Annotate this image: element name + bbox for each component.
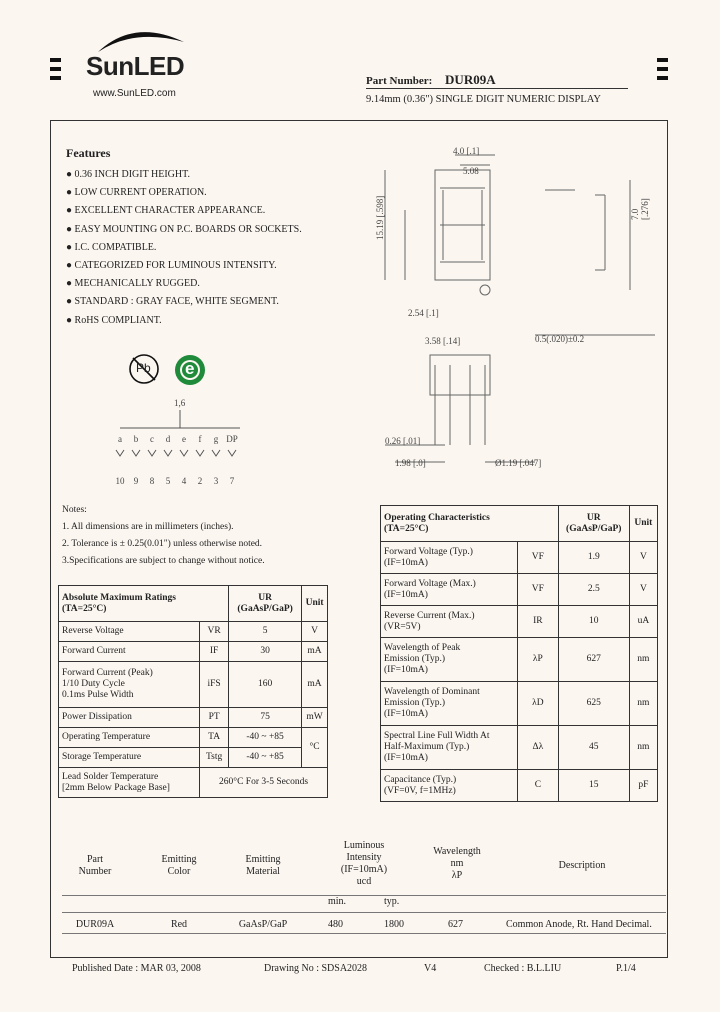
- pin-labels: [112, 476, 262, 486]
- value: -40 ~ +85: [229, 748, 302, 768]
- op-char-cond: (TA=25°C): [384, 523, 429, 534]
- pb-text: Pb: [136, 361, 151, 375]
- solder-param: Lead Solder Temperature [2mm Below Package Base]: [59, 768, 200, 798]
- pb-free-badge: [128, 353, 160, 385]
- symbol: PT: [200, 708, 229, 728]
- feature-item: ● STANDARD : GRAY FACE, WHITE SEGMENT.: [66, 296, 279, 308]
- rohs-e-text: e: [185, 359, 195, 378]
- op-char-table: [380, 505, 658, 802]
- symbol: VF: [518, 574, 559, 606]
- sel-header-desc: Description: [558, 860, 606, 871]
- dim-label: 7.0 [.276]: [630, 198, 650, 220]
- sel-row-part: DUR09A: [75, 919, 115, 930]
- sel-header-wavelength: Wavelength nm λP: [433, 846, 481, 881]
- abs-max-cond: (TA=25°C): [62, 603, 107, 614]
- sel-row-material: GaAsP/GaP: [238, 919, 288, 930]
- param: Capacitance (Typ.) (VF=0V, f=1MHz): [381, 770, 518, 802]
- part-number-value: DUR09A: [445, 72, 496, 87]
- value: 625: [558, 682, 629, 726]
- symbol: VF: [518, 542, 559, 574]
- segment-label: g: [213, 434, 219, 444]
- sel-rule-2: [62, 912, 666, 913]
- dim-label: 0.5(.020)±0.2: [535, 334, 585, 344]
- param: Reverse Voltage: [59, 622, 200, 642]
- op-char-title: Operating Characteristics: [384, 512, 490, 523]
- footer-drawing: Drawing No : SDSA2028: [264, 963, 368, 974]
- sel-header-material: Emitting Material: [245, 854, 281, 877]
- sel-sub-min: min.: [328, 896, 347, 907]
- unit: uA: [629, 606, 657, 638]
- feature-item: ● CATEGORIZED FOR LUMINOUS INTENSITY.: [66, 260, 277, 272]
- param: Reverse Current (Max.) (VR=5V): [381, 606, 518, 638]
- pin-label: 5: [165, 476, 171, 486]
- notes-block: [62, 502, 362, 570]
- unit: mW: [302, 708, 328, 728]
- note-item: 2. Tolerance is ± 0.25(0.01") unless otherwise noted.: [62, 539, 263, 549]
- pin-label: 8: [149, 476, 155, 486]
- note-item: 3.Specifications are subject to change without notice.: [62, 556, 265, 566]
- segment-label: DP: [226, 434, 238, 444]
- dim-label: 0.26 [.01]: [385, 436, 421, 446]
- param: Wavelength of Peak Emission (Typ.) (IF=10mA): [381, 638, 518, 682]
- feature-item: ● RoHS COMPLIANT.: [66, 314, 162, 326]
- segment-labels: [112, 434, 262, 444]
- footer-published: Published Date : MAR 03, 2008: [72, 963, 201, 974]
- param: Power Dissipation: [59, 708, 200, 728]
- symbol: Tstg: [200, 748, 229, 768]
- abs-max-table: [58, 585, 328, 798]
- footer-version: V4: [424, 963, 437, 974]
- sel-header-intensity: Luminous Intensity (IF=10mA) ucd: [340, 840, 388, 887]
- feature-item: ● LOW CURRENT OPERATION.: [66, 187, 207, 199]
- value: -40 ~ +85: [229, 728, 302, 748]
- sel-header-part: Part Number: [78, 854, 112, 877]
- value: 1.9: [558, 542, 629, 574]
- pin-label: 7: [229, 476, 235, 486]
- value: 15: [558, 770, 629, 802]
- unit: V: [629, 574, 657, 606]
- value: 75: [229, 708, 302, 728]
- sel-sub-typ: typ.: [384, 896, 400, 907]
- sel-header-color: Emitting Color: [161, 854, 197, 877]
- value: 45: [558, 726, 629, 770]
- pin-label: 10: [115, 476, 125, 486]
- header-rule: [366, 88, 628, 89]
- feature-item: ● EASY MOUNTING ON P.C. BOARDS OR SOCKETS.: [66, 223, 302, 235]
- logo-arc-icon: [84, 24, 194, 54]
- subtitle: 9.14mm (0.36") SINGLE DIGIT NUMERIC DISPLAY: [366, 94, 601, 105]
- left-edge-marks: [50, 58, 61, 80]
- note-item: 1. All dimensions are in millimeters (inches).: [62, 522, 234, 532]
- param: Forward Current (Peak) 1/10 Duty Cycle 0.1ms Pulse Width: [59, 662, 200, 708]
- dim-label: 2.54 [.1]: [408, 308, 439, 318]
- param: Wavelength of Dominant Emission (Typ.) (IF=10mA): [381, 682, 518, 726]
- sel-row-min: 480: [328, 919, 343, 930]
- feature-item: ● MECHANICALLY RUGGED.: [66, 278, 200, 290]
- website: www.SunLED.com: [93, 88, 176, 99]
- dim-label: 5.08: [463, 166, 479, 176]
- sel-rule-3: [62, 933, 666, 934]
- pin-label: 4: [181, 476, 187, 486]
- symbol: λD: [518, 682, 559, 726]
- sunled-logo: [84, 24, 194, 84]
- symbol: iFS: [200, 662, 229, 708]
- dim-label: 15.19 [.598]: [375, 195, 385, 240]
- dim-label: 4.0 [.1]: [453, 146, 480, 156]
- value: 2.5: [558, 574, 629, 606]
- unit: V: [629, 542, 657, 574]
- part-number-line: [366, 72, 496, 88]
- value: 10: [558, 606, 629, 638]
- value: 5: [229, 622, 302, 642]
- sel-row-typ: 1800: [384, 919, 404, 930]
- op-char-col-ur: UR (GaAsP/GaP): [558, 506, 629, 542]
- op-char-header: [381, 506, 559, 542]
- symbol: C: [518, 770, 559, 802]
- feature-item: ● 0.36 INCH DIGIT HEIGHT.: [66, 169, 190, 180]
- segment-label: b: [133, 434, 139, 444]
- abs-max-title: Absolute Maximum Ratings: [62, 592, 177, 603]
- features-title: Features: [66, 146, 111, 160]
- segment-label: f: [198, 434, 202, 444]
- symbol: λP: [518, 638, 559, 682]
- dim-label: 1.98 [.0]: [395, 458, 426, 468]
- sel-rule-1: [62, 895, 666, 896]
- symbol: IR: [518, 606, 559, 638]
- value: 30: [229, 642, 302, 662]
- right-edge-marks: [657, 58, 668, 80]
- unit: mA: [302, 662, 328, 708]
- brand-name: SunLED: [86, 51, 185, 81]
- param: Forward Voltage (Max.) (IF=10mA): [381, 574, 518, 606]
- segment-label: e: [182, 434, 186, 444]
- selection-guide: [62, 840, 666, 940]
- dim-label: 3.58 [.14]: [425, 336, 461, 346]
- features-list: [66, 166, 366, 330]
- value: 627: [558, 638, 629, 682]
- mechanical-drawing: [375, 140, 660, 490]
- footer-checked: Checked : B.L.LIU: [484, 963, 562, 974]
- op-char-col-unit: Unit: [629, 506, 657, 542]
- unit: V: [302, 622, 328, 642]
- sel-row-desc: Common Anode, Rt. Hand Decimal.: [506, 919, 652, 930]
- symbol: Δλ: [518, 726, 559, 770]
- circuit-diagram: [110, 398, 260, 490]
- unit: nm: [629, 726, 657, 770]
- abs-max-header: [59, 586, 229, 622]
- param: Storage Temperature: [59, 748, 200, 768]
- segment-label: a: [118, 434, 122, 444]
- segment-label: d: [165, 434, 171, 444]
- unit: °C: [302, 728, 328, 768]
- abs-max-col-unit: Unit: [302, 586, 328, 622]
- footer-page: P.1/4: [616, 963, 636, 974]
- feature-item: ● I.C. COMPATIBLE.: [66, 241, 157, 253]
- pin-label: 3: [213, 476, 219, 486]
- symbol: TA: [200, 728, 229, 748]
- solder-value: 260°C For 3-5 Seconds: [200, 768, 328, 798]
- pin-label: 2: [197, 476, 203, 486]
- sel-row-color: Red: [170, 919, 188, 930]
- feature-item: ● EXCELLENT CHARACTER APPEARANCE.: [66, 205, 266, 217]
- unit: nm: [629, 682, 657, 726]
- param: Operating Temperature: [59, 728, 200, 748]
- param: Forward Current: [59, 642, 200, 662]
- notes-title: Notes:: [62, 505, 87, 515]
- part-number-label: Part Number:: [366, 75, 433, 87]
- common-pin-label: 1,6: [174, 398, 186, 408]
- param: Spectral Line Full Width At Half-Maximum (Typ.) (IF=10mA): [381, 726, 518, 770]
- value: 160: [229, 662, 302, 708]
- unit: nm: [629, 638, 657, 682]
- abs-max-col-ur: UR (GaAsP/GaP): [229, 586, 302, 622]
- segment-label: c: [150, 434, 154, 444]
- unit: mA: [302, 642, 328, 662]
- pin-label: 9: [133, 476, 139, 486]
- symbol: VR: [200, 622, 229, 642]
- param: Forward Voltage (Typ.) (IF=10mA): [381, 542, 518, 574]
- symbol: IF: [200, 642, 229, 662]
- unit: pF: [629, 770, 657, 802]
- rohs-badge: [173, 353, 207, 387]
- sel-row-wl: 627: [448, 919, 463, 930]
- dim-label: Ø1.19 [.047]: [495, 458, 542, 468]
